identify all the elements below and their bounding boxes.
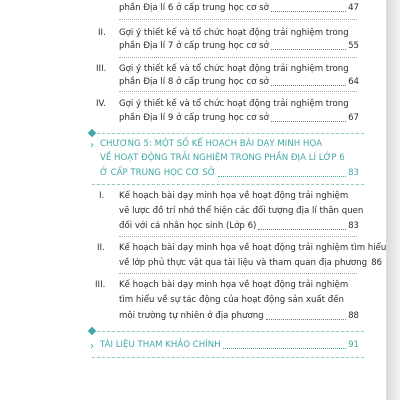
chapter-divider (92, 133, 364, 134)
references-entry[interactable] (100, 340, 359, 351)
toc-entry-text: phần Địa lí 6 ở cấp trung học cơ sở (119, 3, 269, 13)
leader-dots (271, 11, 346, 12)
toc-entry-text: phần Địa lí 8 ở cấp trung học cơ sở (119, 77, 269, 87)
toc-entry-text: phần Địa lí 9 ở cấp trung học cơ sở (119, 113, 269, 123)
toc-entry-tail[interactable] (119, 113, 359, 124)
section-divider (92, 357, 364, 358)
toc-entry-tail[interactable] (119, 311, 359, 322)
toc-entry-line[interactable]: vẽ lược đồ trí nhớ thể hiện các đối tượng địa lí thân quen (119, 206, 364, 216)
leader-dots (271, 85, 346, 86)
leader-dots (218, 176, 347, 177)
toc-number: I. (99, 191, 105, 201)
toc-number: II. (98, 28, 106, 38)
toc-entry-line[interactable]: Kế hoạch bài dạy minh họa về hoạt động trải nghiệm (119, 280, 349, 290)
toc-entry-line[interactable]: Gợi ý thiết kế và tổ chức hoạt động trải nghiệm trong (119, 64, 349, 74)
page-number: 91 (348, 340, 359, 350)
toc-entry-line[interactable]: Gợi ý thiết kế và tổ chức hoạt động trải nghiệm trong (119, 28, 349, 38)
page-number: 83 (348, 221, 359, 231)
toc-number: III. (96, 64, 107, 74)
toc-entry-text: phần Địa lí 7 ở cấp trung học cơ sở (119, 41, 269, 51)
toc-entry-line[interactable]: Gợi ý thiết kế và tổ chức hoạt động trải nghiệm trong (119, 99, 349, 109)
separator (119, 57, 357, 58)
leader-dots (266, 319, 346, 320)
diamond-icon (88, 129, 96, 137)
toc-entry-tail[interactable] (119, 77, 359, 88)
toc-entry-top[interactable] (119, 3, 359, 14)
separator (119, 19, 357, 20)
toc-number: IV. (96, 99, 107, 109)
toc-entry-line[interactable]: Kế hoạch bài dạy minh họa về hoạt động trải nghiệm (119, 191, 349, 201)
page-number: 83 (348, 168, 359, 178)
chapter-title-line[interactable]: VỀ HOẠT ĐỘNG TRẢI NGHIỆM TRONG PHẦN ĐỊA LÍ LỚP 6 (100, 153, 345, 163)
page-number: 86 (371, 258, 382, 268)
toc-entry-line[interactable]: tìm hiểu về sự tác động của hoạt động sản xuất đến (119, 295, 344, 305)
toc-entry-text: về lớp phủ thực vật qua tài liệu và tham quan địa phương (119, 258, 368, 268)
leader-dots (258, 229, 346, 230)
page-number: 55 (348, 41, 359, 51)
diamond-icon (88, 327, 96, 335)
leader-dots (271, 121, 346, 122)
leader-dots (223, 348, 346, 349)
toc-entry-tail[interactable] (119, 41, 359, 52)
toc-number: III. (95, 280, 106, 290)
page-number: 67 (348, 113, 359, 123)
chapter-title-tail[interactable] (100, 168, 359, 179)
separator (119, 91, 357, 92)
page-number: 64 (348, 77, 359, 87)
page-number: 47 (348, 3, 359, 13)
toc-entry-text: đối với cá nhân học sinh (Lớp 6) (119, 221, 257, 231)
toc-entry-line[interactable]: Kế hoạch bài dạy minh họa về hoạt động trải nghiệm tìm hiểu (119, 243, 387, 253)
separator (119, 236, 357, 237)
page-edge (386, 0, 400, 400)
chevron-right-icon: › (90, 140, 94, 151)
page-number: 88 (348, 311, 359, 321)
toc-entry-tail[interactable] (119, 221, 359, 232)
chapter-title-line[interactable]: CHƯƠNG 5: MỘT SỐ KẾ HOẠCH BÀI DẠY MINH HỌA (100, 139, 322, 149)
chapter-divider (92, 184, 364, 185)
section-divider (92, 331, 364, 332)
leader-dots (271, 49, 346, 50)
references-title: TÀI LIỆU THAM KHẢO CHÍNH (100, 340, 221, 350)
chevron-right-icon: › (90, 341, 94, 352)
chapter-title-text: Ở CẤP TRUNG HỌC CƠ SỞ (100, 168, 216, 178)
toc-number: II. (97, 243, 105, 253)
toc-entry-tail[interactable] (119, 258, 382, 269)
separator (119, 273, 357, 274)
toc-entry-text: môi trường tự nhiên ở địa phương (119, 311, 264, 321)
